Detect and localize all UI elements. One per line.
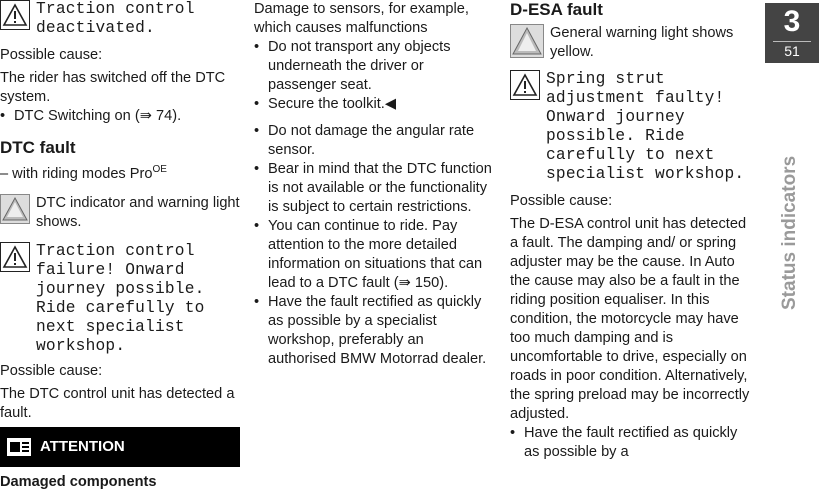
column-middle [254, 0, 492, 369]
column-right [510, 0, 755, 462]
warning-traction-failure [0, 242, 240, 356]
attention-banner [0, 427, 240, 467]
page-reference-link[interactable]: DTC Switching on (⇛ 74). [14, 108, 182, 124]
column-left [0, 0, 240, 492]
list-item: • Have the fault rectified as quickly as possible by a [510, 425, 738, 460]
possible-cause-text: The DTC control unit has detected a fault. [0, 385, 235, 421]
list-item: • You can continue to ride. Pay attention to the more detailed information on situations that can lead to a DTC fault (⇛ 150). [254, 218, 483, 291]
intro-text: Damage to sensors, for example, which causes malfunctions [254, 1, 469, 36]
attention-icon [6, 434, 32, 460]
list-item: • Have the fault rectified as quickly as possible by a specialist workshop, preferably an authorised BMW Motorrad dealer. [254, 294, 487, 367]
heading-desa-fault: D-ESA fault [510, 0, 603, 19]
page-number: 51 [784, 43, 800, 59]
warning-spring-strut [510, 70, 755, 184]
warning-triangle-icon [510, 70, 540, 100]
possible-cause-text: The rider has switched off the DTC system. [0, 70, 226, 105]
chapter-tab [765, 3, 819, 63]
display-message: Traction control failure! Onward journey possible. Ride carefully to next specialist workshop. [36, 241, 205, 355]
chapter-number: 3 [783, 5, 801, 38]
possible-cause-label: Possible cause: [510, 193, 613, 209]
list-item: • Do not damage the angular rate sensor. [254, 123, 475, 158]
general-warning-icon [0, 194, 30, 224]
display-message: Traction control deactivated. [36, 0, 195, 37]
damaged-components-heading: Damaged components [0, 473, 157, 490]
warning-traction-deactivated [0, 0, 240, 38]
display-message: Spring strut adjustment faulty! Onward journey possible. Ride carefully to next specialist workshop. [546, 70, 745, 183]
list-item: • DTC Switching on (⇛ 74). [0, 108, 182, 124]
list-item: • Do not transport any objects underneath the driver or passenger seat. [254, 39, 451, 93]
warning-triangle-icon [0, 0, 30, 30]
general-warning-icon [510, 24, 544, 58]
indicator-text: DTC indicator and warning light shows. [36, 194, 240, 230]
possible-cause-text: The D-ESA control unit has detected a fault. The damping and/ or spring adjuster may be the cause. In Auto the cause may also be a fault in the riding position equaliser. In this condition, the motorcycle may have too much damping and is uncomfortable to drive, especially on roads in poor condition. Alternatively, the spring preload may be incorrectly adjusted. [510, 216, 750, 422]
riding-modes-note: – with riding modes Pro$^{OE}$ [0, 164, 167, 182]
dtc-indicator-row [0, 194, 240, 232]
general-warning-text: General warning light shows yellow. [550, 25, 734, 60]
side-tab [761, 0, 823, 504]
possible-cause-label: Possible cause: [0, 362, 103, 379]
heading-dtc-fault: DTC fault [0, 138, 76, 157]
attention-label: ATTENTION [40, 438, 125, 456]
possible-cause-label: Possible cause: [0, 47, 103, 63]
list-item: • Bear in mind that the DTC function is not available or the functionality is subject to certain restrictions. [254, 161, 492, 215]
list-item: • Secure the toolkit.◀ [254, 96, 397, 112]
section-title: Status indicators [779, 155, 800, 310]
general-warning-row [510, 24, 755, 62]
warning-triangle-icon [0, 242, 30, 272]
